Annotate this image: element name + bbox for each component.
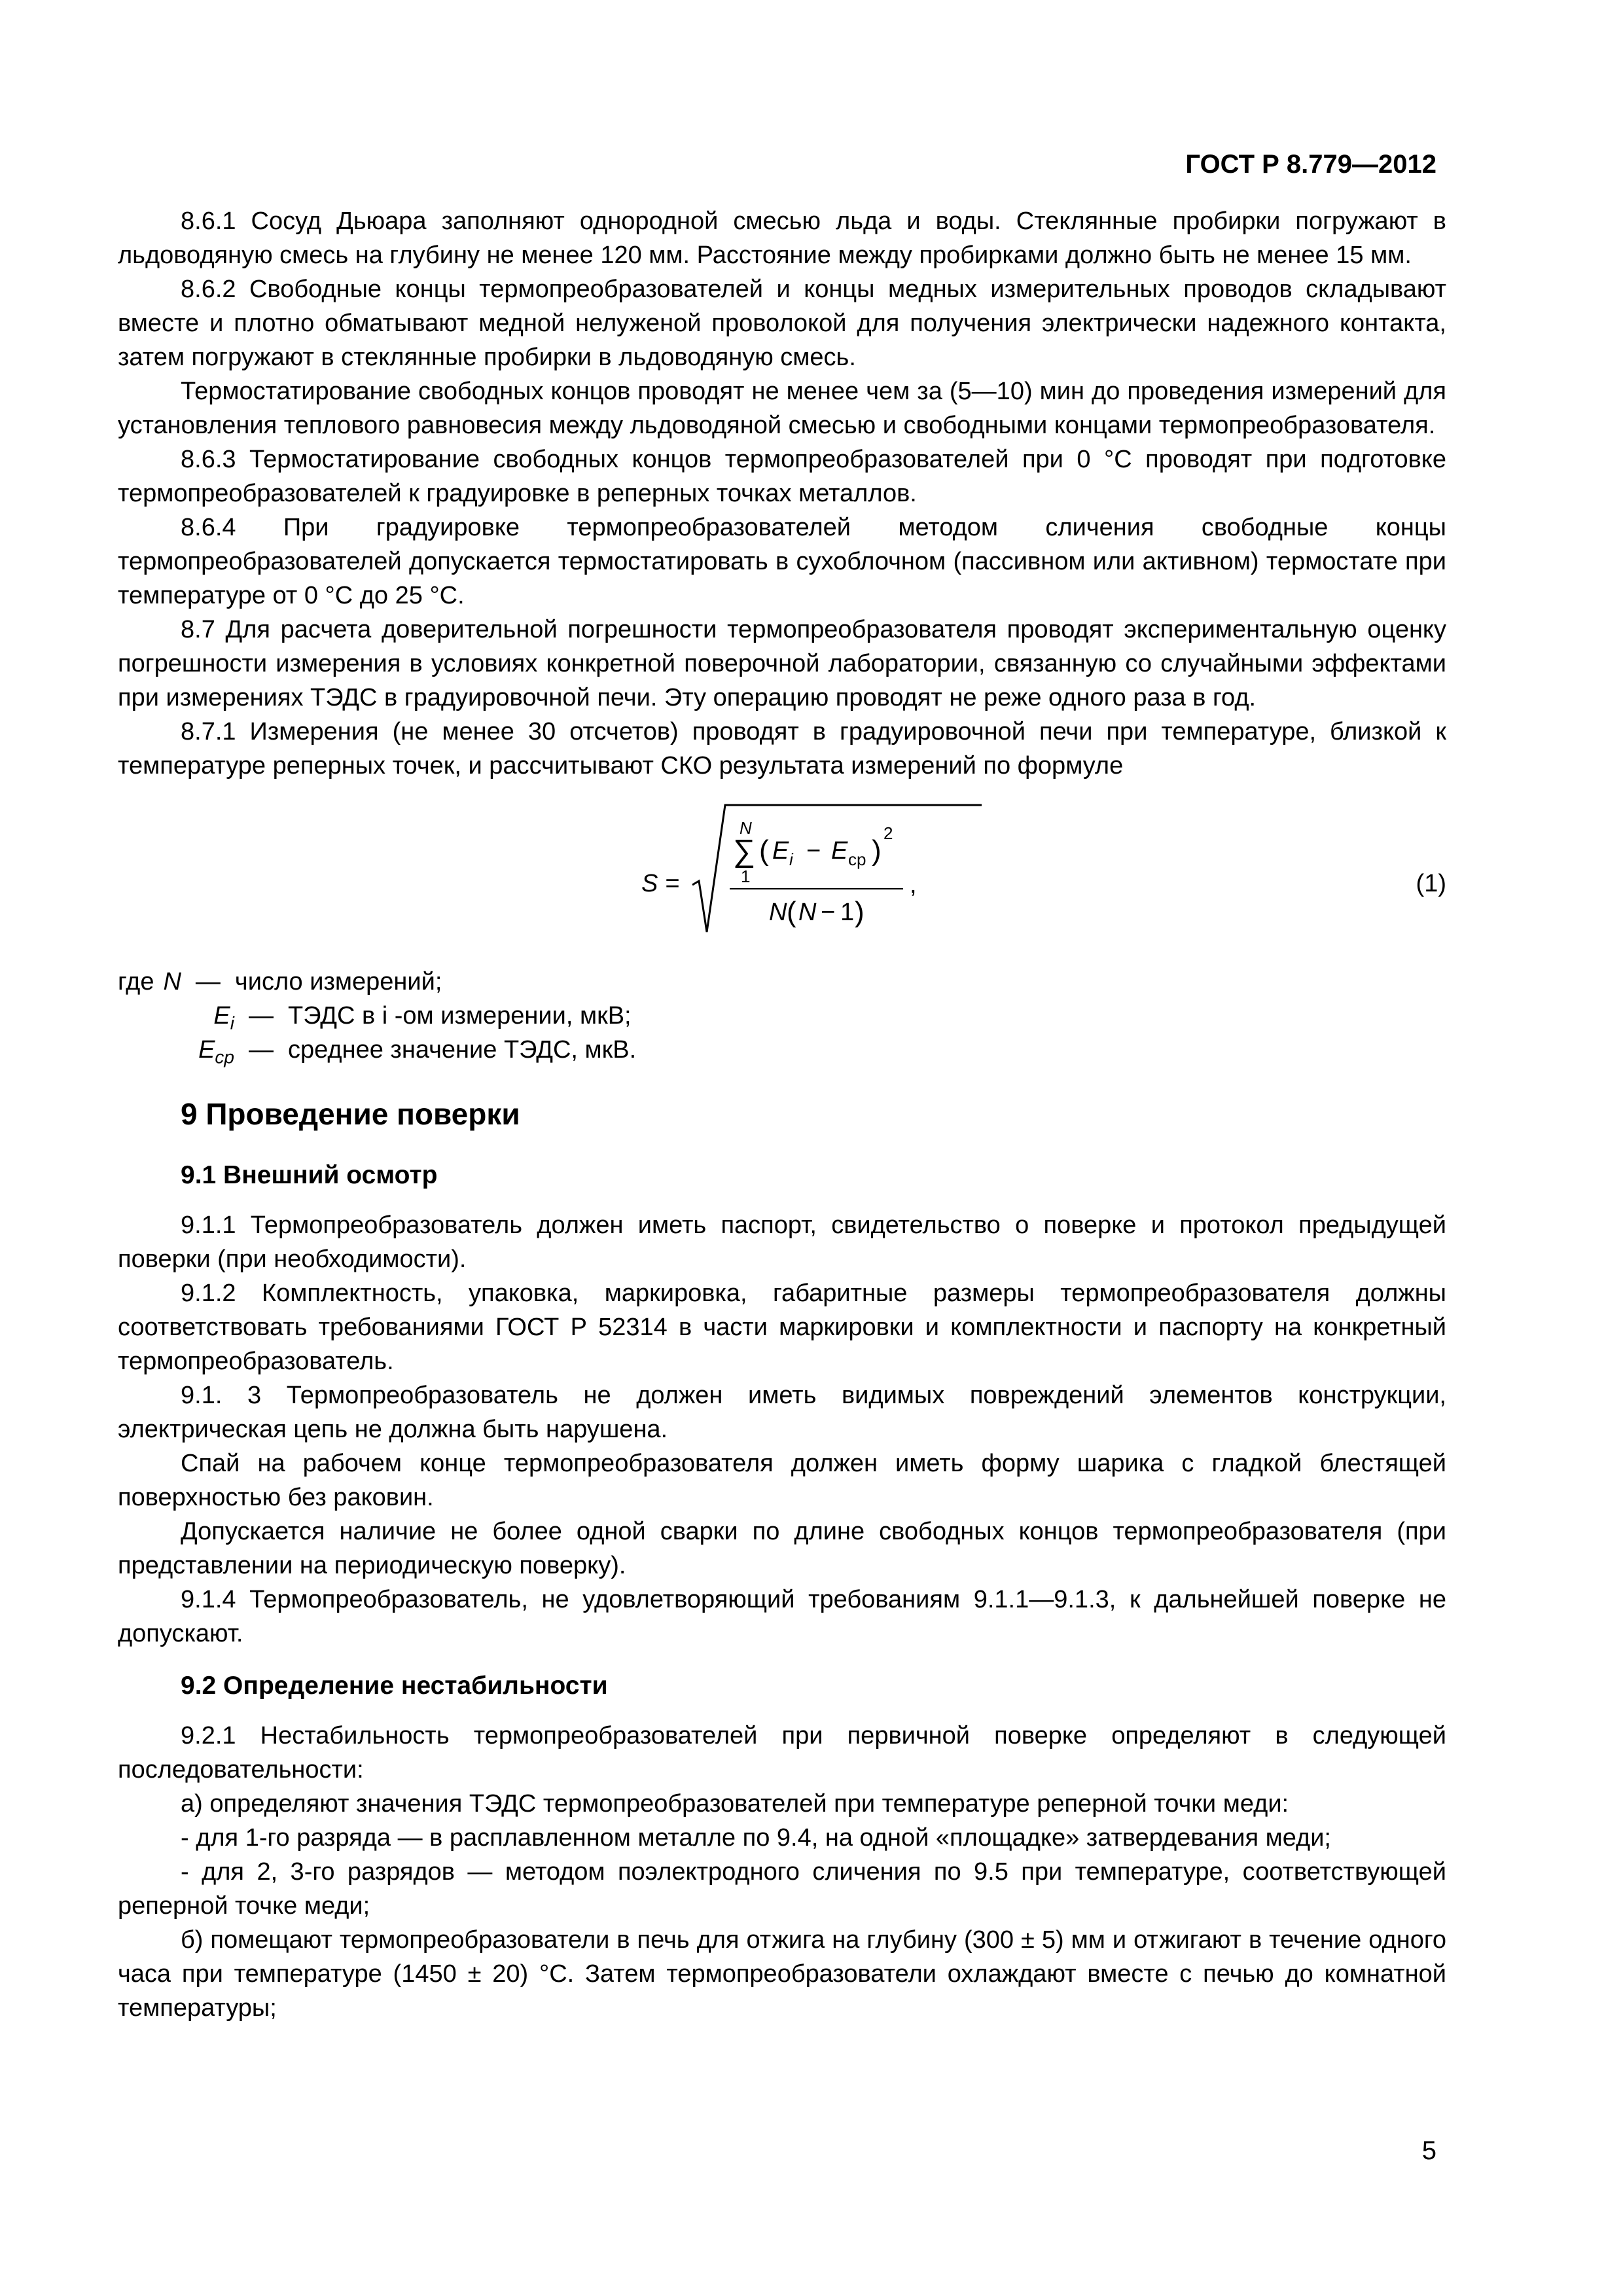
denominator-paren-close: ) xyxy=(855,896,865,928)
legend-dash: — xyxy=(249,1036,274,1064)
paragraph: 9.1.4 Термопреобразователь, не удовлетворяющий требованиям 9.1.1—9.1.3, к дальнейшей поверке не допускают. xyxy=(118,1586,1446,1647)
standard-header: ГОСТ Р 8.779—2012 xyxy=(1185,150,1436,179)
legend-text: ТЭДС в i -ом измерении, мкВ; xyxy=(288,1002,632,1030)
legend-intro: где xyxy=(118,968,154,996)
sub-i: i xyxy=(789,850,793,869)
paragraph-group-8-6 xyxy=(118,204,1446,783)
formula-comma: , xyxy=(910,871,917,899)
legend-text: число измерений; xyxy=(234,968,442,996)
legend-row xyxy=(118,1033,1446,1067)
sub-cp: ср xyxy=(848,850,866,869)
paragraph: Допускается наличие не более одной сварки по длине свободных концов термопреобразователя (при представлении на периодическую поверку). xyxy=(118,1518,1446,1579)
legend-symbol: $E_i$ xyxy=(213,1002,234,1033)
paragraph: 8.7 Для расчета доверительной погрешности термопреобразователя проводят экспериментальную оценку погрешности измерения в условиях конкретной поверочной лаборатории, связанную со случайными эффектами при измерениях ТЭДС в градуировочной печи. Эту операцию проводят не реже одного раза в год. xyxy=(118,616,1446,711)
paragraph: 9.2.1 Нестабильность термопреобразователей при первичной поверке определяют в следующей последовательности: xyxy=(118,1722,1446,1784)
page-number: 5 xyxy=(1421,2136,1436,2165)
paragraph: Спай на рабочем конце термопреобразователя должен иметь форму шарика с гладкой блестящей поверхностью без раковин. xyxy=(118,1450,1446,1511)
paren-open: ( xyxy=(759,834,769,867)
symbol-legend xyxy=(118,965,1446,1067)
denominator-one: 1 xyxy=(840,899,855,926)
paragraph: 8.6.3 Термостатирование свободных концов термопреобразователей при 0 °С проводят при подготовке термопреобразователей к градуировке в реперных точках металлов. xyxy=(118,446,1446,507)
paragraph: 8.6.4 При градуировке термопреобразователей методом сличения свободные концы термопреобразователей допускается термостатировать в сухоблочном (пассивном или активном) термостате при температуре от 0 °С до 25 °С. xyxy=(118,514,1446,609)
denominator-inner-n: N xyxy=(798,899,817,926)
paragraph: 9.1.1 Термопреобразователь должен иметь паспорт, свидетельство о поверке и протокол предыдущей поверки (при необходимости). xyxy=(118,1211,1446,1273)
paragraph: - для 1-го разряда — в расплавленном металле по 9.4, на одной «площадке» затвердевания меди; xyxy=(181,1824,1331,1852)
denominator-paren-open: ( xyxy=(787,896,796,928)
legend-symbol: N xyxy=(163,968,181,996)
var-e-cp: E xyxy=(831,837,848,865)
legend-dash: — xyxy=(249,1002,274,1030)
paragraph: - для 2, 3-го разрядов — методом поэлектродного сличения по 9.5 при температуре, соответствующей реперной точке меди; xyxy=(118,1858,1446,1920)
paragraph: Термостатирование свободных концов проводят не менее чем за (5—10) мин до проведения измерений для установления теплового равновесия между льдоводяной смесью и свободными концами термопреобразователя. xyxy=(118,378,1446,439)
formula-block xyxy=(118,801,1446,952)
sum-upper-limit: N xyxy=(740,818,752,838)
paragraph: 9.1. 3 Термопреобразователь не должен иметь видимых повреждений элементов конструкции, электрическая цепь не должна быть нарушена. xyxy=(118,1382,1446,1443)
legend-symbol: $E_{ср}$ xyxy=(198,1036,234,1067)
section-heading-9: 9 Проведение поверки xyxy=(181,1097,520,1131)
minus-sign: − xyxy=(806,837,821,865)
paragraph-group-9-1 xyxy=(118,1208,1446,1651)
paragraph: 8.6.2 Свободные концы термопреобразователей и концы медных измерительных проводов складывают вместе и плотно обматывают медной нелуженой проволокой для получения электрически надежного контакта, затем погружают в стеклянные пробирки в льдоводяную смесь. xyxy=(118,276,1446,371)
radical-sign xyxy=(692,805,982,932)
paren-close: ) xyxy=(872,834,882,867)
paragraph: 8.6.1 Сосуд Дьюара заполняют однородной смесью льда и воды. Стеклянные пробирки погружают в льдоводяную смесь на глубину не менее 120 мм. Расстояние между пробирками должно быть не менее 15 мм. xyxy=(118,207,1446,269)
paragraph: а) определяют значения ТЭДС термопреобразователей при температуре реперной точки меди: xyxy=(181,1790,1289,1818)
paragraph: 9.1.2 Комплектность, упаковка, маркировка, габаритные размеры термопреобразователя должны соответствовать требованиями ГОСТ Р 52314 в части маркировки и комплектности и паспорту на конкретный термопреобразователь. xyxy=(118,1280,1446,1375)
equation-number: (1) xyxy=(1416,870,1446,897)
std-dev-formula xyxy=(641,801,1034,952)
legend-text: среднее значение ТЭДС, мкВ. xyxy=(288,1036,637,1064)
var-e-i: E xyxy=(772,837,789,865)
section-heading-9-2: 9.2 Определение нестабильности xyxy=(181,1672,608,1700)
paragraph-group-9-2 xyxy=(118,1719,1446,2025)
formula-lhs: S = xyxy=(641,870,680,897)
denominator-minus: − xyxy=(821,899,836,926)
exponent: 2 xyxy=(883,823,893,843)
sum-lower-limit: 1 xyxy=(741,867,751,886)
legend-row xyxy=(118,999,1446,1033)
denominator-n: N xyxy=(769,899,787,926)
sigma-symbol: ∑ xyxy=(733,834,756,869)
paragraph: 8.7.1 Измерения (не менее 30 отсчетов) проводят в градуировочной печи при температуре, близкой к температуре реперных точек, и рассчитывают СКО результата измерений по формуле xyxy=(118,718,1446,780)
paragraph: б) помещают термопреобразователи в печь для отжига на глубину (300 ± 5) мм и отжигают в течение одного часа при температуре (1450 ± 20) °С. Затем термопреобразователи охлаждают вместе с печью до комнатной температуры; xyxy=(118,1926,1446,2022)
legend-row xyxy=(118,965,1446,999)
document-body xyxy=(118,204,1446,2025)
legend-dash: — xyxy=(195,968,221,996)
section-heading-9-1: 9.1 Внешний осмотр xyxy=(181,1161,438,1189)
